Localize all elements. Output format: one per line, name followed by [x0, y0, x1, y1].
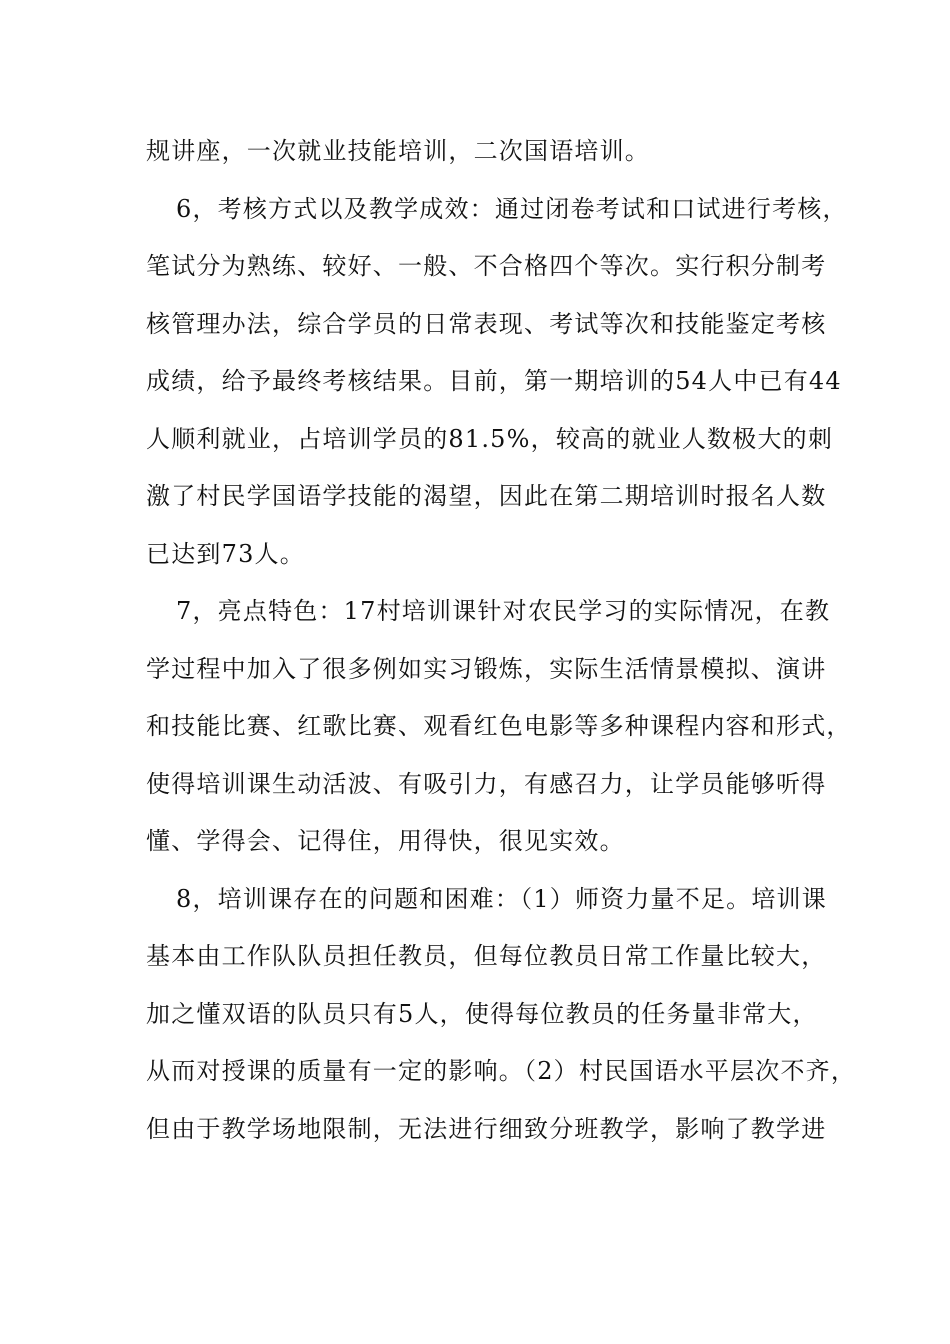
text-line: 懂、学得会、记得住，用得快，很见实效。	[146, 827, 625, 855]
text-line: 学过程中加入了很多例如实习锻炼，实际生活情景模拟、演讲	[146, 654, 827, 683]
text-line: 6，考核方式以及教学成效：通过闭卷考试和口试进行考核，	[176, 194, 848, 223]
text-line: 8，培训课存在的问题和困难：（1）师资力量不足。培训课	[176, 884, 827, 913]
document-body	[146, 123, 857, 1158]
text-line: 但由于教学场地限制，无法进行细致分班教学，影响了教学进	[146, 1114, 827, 1143]
text-line: 使得培训课生动活波、有吸引力，有感召力，让学员能够听得	[146, 769, 827, 798]
text-line: 基本由工作队队员担任教员，但每位教员日常工作量比较大，	[146, 942, 827, 970]
text-line: 加之懂双语的队员只有5人，使得每位教员的任务量非常大，	[146, 999, 818, 1028]
text-line: 规讲座，一次就业技能培训，二次国语培训。	[146, 137, 650, 165]
paragraph-assessment	[146, 181, 848, 584]
text-line: 7，亮点特色：17村培训课针对农民学习的实际情况，在教	[176, 597, 831, 625]
paragraph-continuation	[146, 123, 836, 181]
text-line: 人顺利就业，占培训学员的81.5%，较高的就业人数极大的刺	[146, 424, 834, 453]
text-line: 从而对授课的质量有一定的影响。（2）村民国语水平层次不齐，	[146, 1057, 857, 1085]
text-line: 核管理办法，综合学员的日常表现、考试等次和技能鉴定考核	[146, 309, 827, 338]
text-line: 已达到73人。	[146, 539, 305, 568]
paragraph-problems	[146, 871, 857, 1159]
text-line: 和技能比赛、红歌比赛、观看红色电影等多种课程内容和形式，	[146, 712, 852, 740]
text-line: 激了村民学国语学技能的渴望，因此在第二期培训时报名人数	[146, 482, 827, 510]
paragraph-highlights	[146, 583, 852, 871]
text-line: 成绩，给予最终考核结果。目前，第一期培训的54人中已有44	[146, 367, 842, 395]
text-line: 笔试分为熟练、较好、一般、不合格四个等次。实行积分制考	[146, 252, 827, 280]
